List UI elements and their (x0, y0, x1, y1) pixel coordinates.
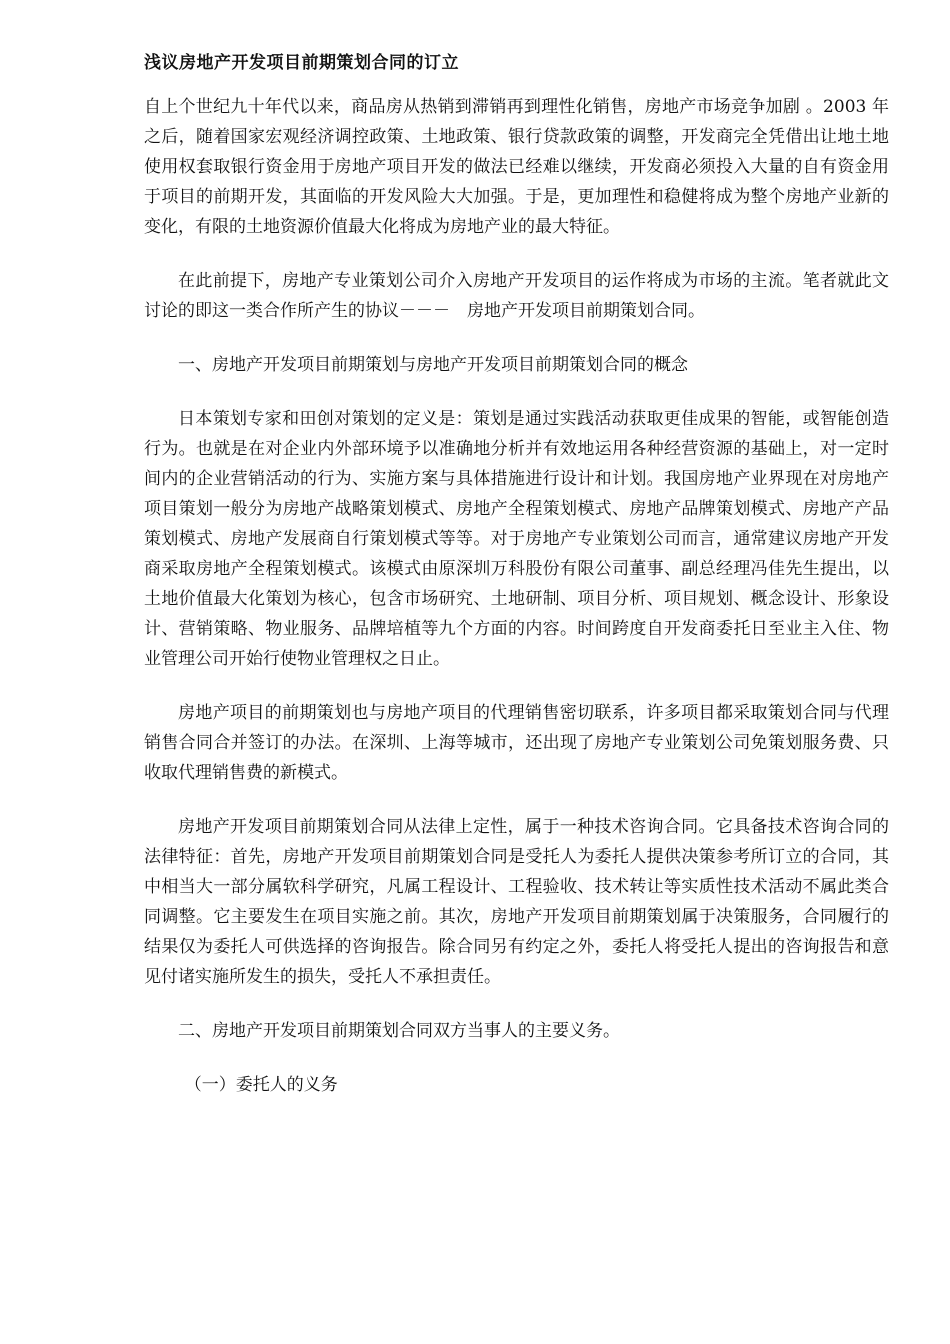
paragraph-intro: 自上个世纪九十年代以来，商品房从热销到滞销再到理性化销售，房地产市场竞争加剧 。2003 年之后，随着国家宏观经济调控政策、土地政策、银行贷款政策的调整，开发商完全凭借出让地土地使用权套取银行资金用于房地产项目开发的做法已经难以继续，开发商必须投入大量的自有资金用于项目的前期开发，其面临的开发风险大大加强。于是，更加理性和稳健将成为整个房地产业新的变化，有限的土地资源价值最大化将成为房地产业的最大特征。 (144, 97, 889, 237)
paragraph-agency-sales: 房地产项目的前期策划也与房地产项目的代理销售密切联系，许多项目都采取策划合同与代理销售合同合并签订的办法。在深圳、上海等城市，还出现了房地产专业策划公司免策划服务费、只收取代理销售费的新模式。 (144, 703, 889, 783)
paragraph-premise: 在此前提下，房地产专业策划公司介入房地产开发项目的运作将成为市场的主流。笔者就此文讨论的即这一类合作所产生的协议－－－ 房地产开发项目前期策划合同。 (144, 271, 889, 321)
document-title: 浅议房地产开发项目前期策划合同的订立 (144, 53, 459, 73)
section-heading-2: 二、房地产开发项目前期策划合同双方当事人的主要义务。 (178, 1021, 620, 1041)
subsection-heading-1: （一）委托人的义务 (184, 1075, 338, 1095)
document-body (144, 50, 889, 1124)
paragraph-legal-nature: 房地产开发项目前期策划合同从法律上定性，属于一种技术咨询合同。它具备技术咨询合同的法律特征：首先，房地产开发项目前期策划合同是受托人为委托人提供决策参考所订立的合同，其中相当大一部分属软科学研究，凡属工程设计、工程验收、技术转让等实质性技术活动不属此类合同调整。它主要发生在项目实施之前。其次，房地产开发项目前期策划属于决策服务，合同履行的结果仅为委托人可供选择的咨询报告。除合同另有约定之外，委托人将受托人提出的咨询报告和意见付诸实施所发生的损失，受托人不承担责任。 (144, 817, 889, 987)
paragraph-definition: 日本策划专家和田创对策划的定义是：策划是通过实践活动获取更佳成果的智能，或智能创造行为。也就是在对企业内外部环境予以准确地分析并有效地运用各种经营资源的基础上，对一定时间内的企业营销活动的行为、实施方案与具体措施进行设计和计划。我国房地产业界现在对房地产项目策划一般分为房地产战略策划模式、房地产全程策划模式、房地产品牌策划模式、房地产产品策划模式、房地产发展商自行策划模式等等。对于房地产专业策划公司而言，通常建议房地产开发商采取房地产全程策划模式。该模式由原深圳万科股份有限公司董事、副总经理冯佳先生提出，以土地价值最大化策划为核心，包含市场研究、土地研制、项目分析、项目规划、概念设计、形象设计、营销策略、物业服务、品牌培植等九个方面的内容。时间跨度自开发商委托日至业主入住、物业管理公司开始行使物业管理权之日止。 (144, 409, 889, 669)
section-heading-1: 一、房地产开发项目前期策划与房地产开发项目前期策划合同的概念 (178, 355, 688, 375)
